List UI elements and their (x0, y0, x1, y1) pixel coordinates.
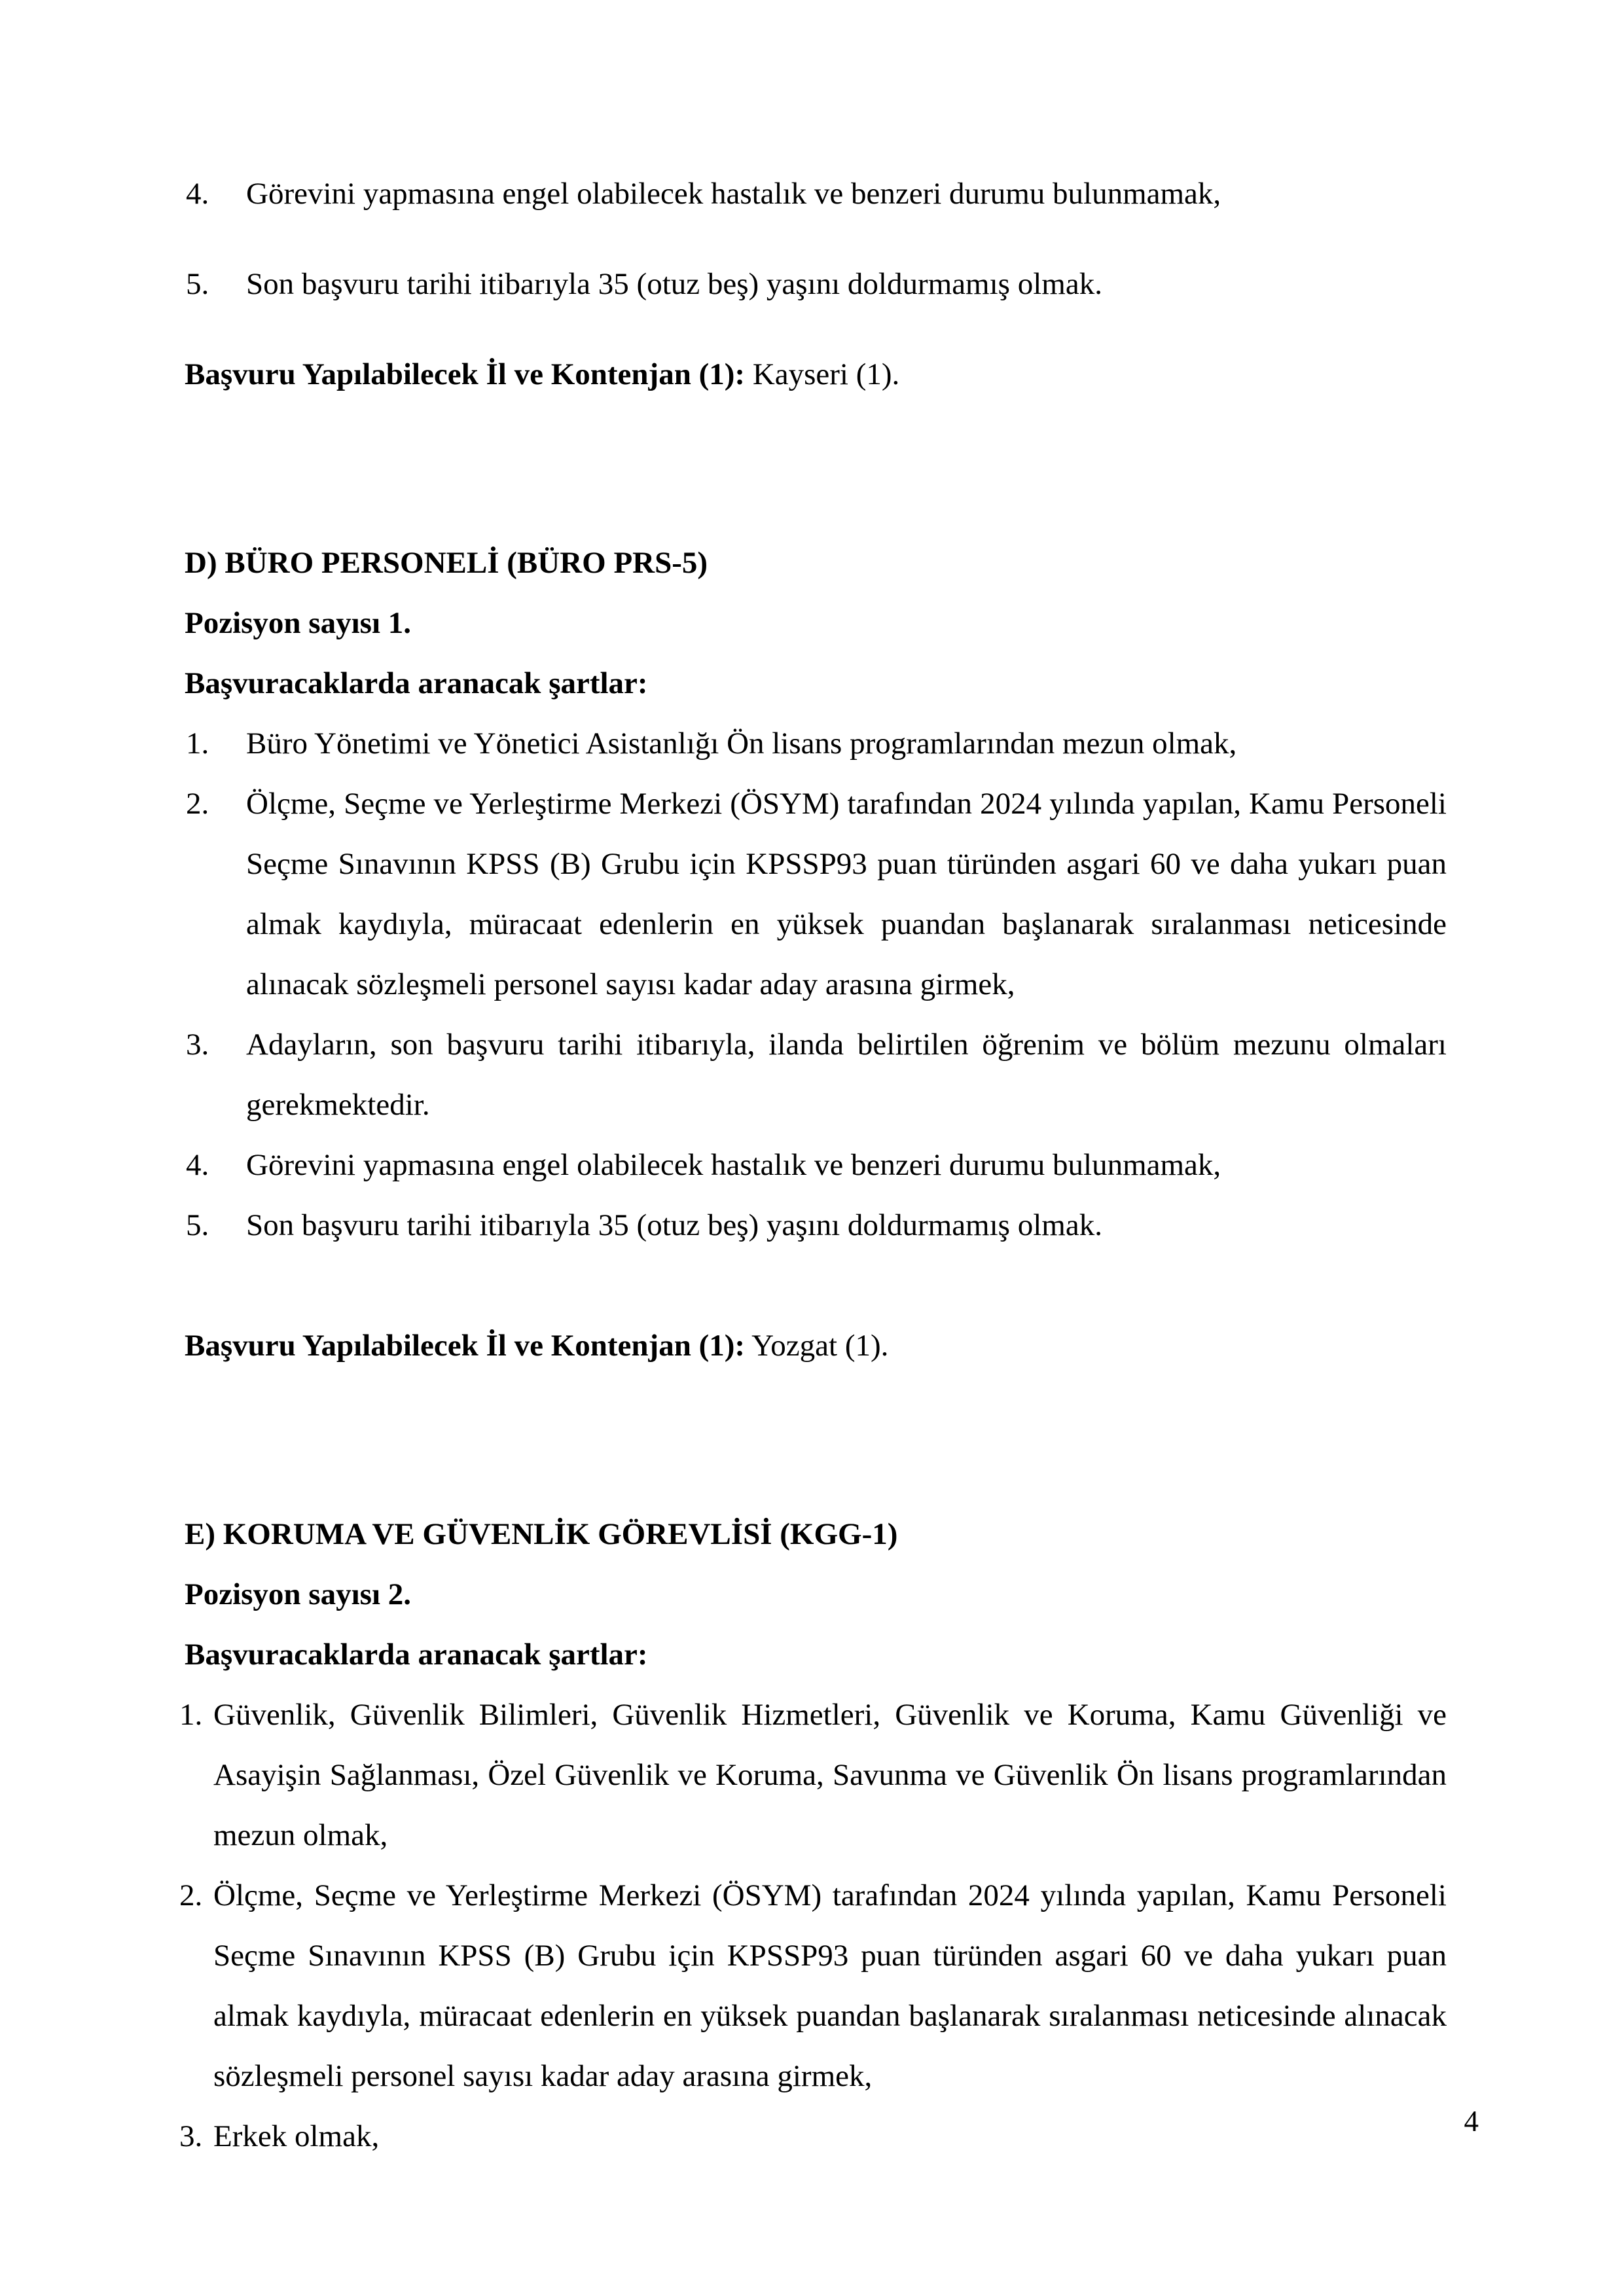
pozisyon-sayisi-d: Pozisyon sayısı 1. (185, 606, 412, 640)
list-item-text: Son başvuru tarihi itibarıyla 35 (otuz beş) yaşını doldurmamış olmak. (246, 1208, 1102, 1242)
spacer (170, 224, 1447, 254)
kontenjan-label: Başvuru Yapılabilecek İl ve Kontenjan (1): (185, 1329, 746, 1363)
list-section-e (170, 1685, 1447, 2166)
spacer (170, 1376, 1447, 1504)
section-heading-d: D) BÜRO PERSONELİ (BÜRO PRS-5) (185, 546, 708, 580)
list-item-text: Büro Yönetimi ve Yönetici Asistanlığı Ön lisans programlarından mezun olmak, (246, 726, 1237, 761)
list-item-number: 5. (186, 1208, 209, 1242)
list-item-number: 3. (179, 2119, 203, 2153)
list-item (179, 1865, 1447, 2106)
kontenjan-line-c (170, 344, 1447, 404)
list-section-c-tail (170, 164, 1447, 314)
kontenjan-label: Başvuru Yapılabilecek İl ve Kontenjan (1): (185, 357, 746, 391)
list-item-number: 4. (186, 1148, 209, 1182)
list-item (186, 254, 1447, 314)
list-item-text: Görevini yapmasına engel olabilecek hastalık ve benzeri durumu bulunmamak, (246, 1148, 1221, 1182)
list-item-number: 3. (186, 1028, 209, 1062)
kontenjan-line-d (170, 1316, 1447, 1376)
kontenjan-value: Kayseri (1). (745, 357, 900, 391)
list-item-number: 2. (186, 787, 209, 821)
list-item (186, 164, 1447, 224)
list-item (186, 1195, 1447, 1255)
pozisyon-sayisi-e: Pozisyon sayısı 2. (185, 1577, 412, 1611)
list-item (186, 1135, 1447, 1195)
list-item (179, 1685, 1447, 1865)
spacer (170, 1255, 1447, 1316)
list-item-text: Ölçme, Seçme ve Yerleştirme Merkezi (ÖSYM) tarafından 2024 yılında yapılan, Kamu Personeli Seçme Sınavının KPSS (B) Grubu için KPSSP93 puan türünden asgari 60 ve daha yukarı puan almak kaydıyla, müracaat edenlerin en yüksek puandan başlanarak sıralanması neticesinde alınacak sözleşmeli personel sayısı kadar aday arasına girmek, (213, 1878, 1447, 2093)
sartlar-label-d: Başvuracaklarda aranacak şartlar: (185, 666, 648, 700)
list-item (179, 2106, 1447, 2166)
list-item-number: 4. (186, 177, 209, 211)
sartlar-label-e: Başvuracaklarda aranacak şartlar: (185, 1638, 648, 1672)
spacer (170, 314, 1447, 344)
list-item-text: Güvenlik, Güvenlik Bilimleri, Güvenlik Hizmetleri, Güvenlik ve Koruma, Kamu Güvenliği ve Asayişin Sağlanması, Özel Güvenlik ve Koruma, Savunma ve Güvenlik Ön lisans programlarından mezun olmak, (213, 1698, 1447, 1852)
list-item-number: 2. (179, 1878, 203, 1912)
list-item-text: Son başvuru tarihi itibarıyla 35 (otuz beş) yaşını doldurmamış olmak. (246, 267, 1102, 301)
list-section-d (170, 713, 1447, 1255)
kontenjan-value: Yozgat (1). (745, 1329, 889, 1363)
page-number: 4 (1464, 2105, 1479, 2138)
list-item-text: Ölçme, Seçme ve Yerleştirme Merkezi (ÖSYM) tarafından 2024 yılında yapılan, Kamu Personeli Seçme Sınavının KPSS (B) Grubu için KPSSP93 puan türünden asgari 60 ve daha yukarı puan almak kaydıyla, müracaat edenlerin en yüksek puandan başlanarak sıralanması neticesinde alınacak sözleşmeli personel sayısı kadar aday arasına girmek, (246, 787, 1447, 1001)
list-item-text: Adayların, son başvuru tarihi itibarıyla, ilanda belirtilen öğrenim ve bölüm mezunu olmaları gerekmektedir. (246, 1028, 1447, 1122)
section-heading-e: E) KORUMA VE GÜVENLİK GÖREVLİSİ (KGG-1) (185, 1517, 898, 1551)
list-item-number: 1. (179, 1698, 203, 1732)
list-item-number: 1. (186, 726, 209, 761)
list-item-text: Görevini yapmasına engel olabilecek hastalık ve benzeri durumu bulunmamak, (246, 177, 1221, 211)
list-item (186, 713, 1447, 774)
spacer (170, 404, 1447, 533)
list-item (186, 1014, 1447, 1135)
list-item-number: 5. (186, 267, 209, 301)
page-content (170, 164, 1447, 2166)
list-item (186, 774, 1447, 1014)
list-item-text: Erkek olmak, (213, 2119, 380, 2153)
